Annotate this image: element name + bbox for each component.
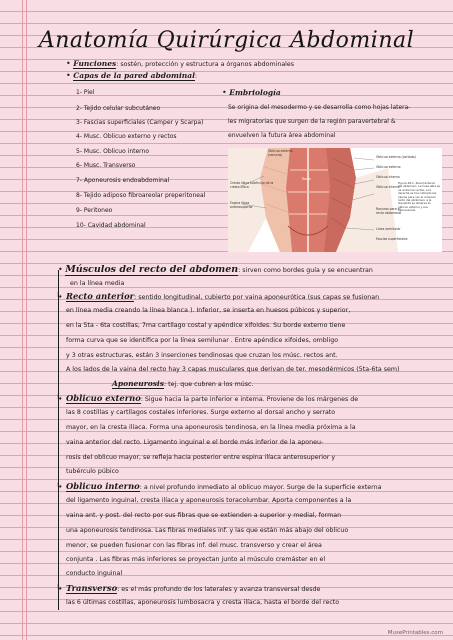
figure-label: Oblicuo interno bbox=[376, 185, 400, 189]
oblicuo-externo-label: Oblicuo externo bbox=[66, 393, 141, 403]
oblicuo-interno-line: conjunta . Las fibras más inferiores se proyectan junto al músculo cremáster en el bbox=[66, 556, 326, 563]
embriologia-line: Se origina del mesodermo y se desarrolla como hojas latera- bbox=[228, 104, 411, 111]
funciones-label: Funciones bbox=[73, 59, 117, 68]
oblicuo-externo-line bbox=[66, 394, 358, 404]
transverso-label: Transverso bbox=[66, 583, 118, 593]
aponeurosis-line bbox=[112, 380, 253, 389]
layer-item: 2- Tejido celular subcutáneo bbox=[76, 105, 161, 112]
figure-label: Ranuras para el bbox=[376, 207, 401, 211]
musculos-heading-rest2: en la línea media bbox=[70, 280, 125, 287]
oblicuo-interno-text: : a nivel profundo inmediato al oblicuo mayor. Surge de la superficie externa bbox=[139, 484, 382, 491]
recto-line: en la 5ta - 6ta costillas, 7ma cartílago costal y apéndice xifoides. Su borde externo tiene bbox=[66, 322, 346, 329]
oblicuo-externo-text: : Sigue hacia la parte inferior e interna. Proviene de los márgenes de bbox=[140, 396, 359, 403]
arrow-icon: ↳ bbox=[56, 481, 63, 490]
oblicuo-interno-line: conducto inguinal bbox=[66, 570, 123, 577]
capas-line bbox=[66, 72, 197, 81]
aponeurosis-label: Aponeurosis bbox=[112, 379, 164, 388]
figure-label: Línea semilunar bbox=[376, 227, 401, 231]
layer-item: 5- Musc. Oblicuo interno bbox=[76, 148, 150, 155]
figure-label: Cresta ilíaca tubérculo de la bbox=[230, 181, 274, 185]
figure-label: Espina ilíaca bbox=[230, 201, 250, 205]
aponeurosis-text: : tej. que cubren a los músc. bbox=[164, 381, 254, 388]
embriologia-line: les migratorias que surgen de la región paravertebral & bbox=[228, 118, 396, 125]
funciones-text: : sostén, protección y estructura a órganos abdominales bbox=[116, 61, 295, 68]
figure-label: recto abdominal bbox=[376, 211, 402, 215]
recto-line bbox=[66, 292, 379, 302]
figure-label: Recto bbox=[302, 177, 311, 181]
figure-label: anterosuperior bbox=[230, 205, 253, 209]
figure-label: Oblicuo interno bbox=[376, 175, 400, 179]
oblicuo-interno-line bbox=[66, 482, 382, 492]
oblicuo-interno-line: menor, se pueden fusionar con las fibras inf. del musc. transverso y crear el área bbox=[66, 542, 322, 549]
figure-label: Oblicuo externo bbox=[268, 149, 293, 153]
recto-line: en línea media creando la línea blanca ). Inferior, se inserta en huesos púbicos y superior, bbox=[66, 307, 351, 314]
layer-item: 10- Cavidad abdominal bbox=[76, 222, 146, 229]
transverso-line: las 6 últimas costillas, aponeurosis lumbosacra y cresta ilíaca, hasta el borde del recto bbox=[66, 599, 340, 606]
oblicuo-externo-line: las 8 costillas y cartílagos costales inferiores. Surge externo al dorsal ancho y serrato bbox=[66, 409, 336, 416]
oblicuo-interno-line: del ligamento inguinal, cresta ilíaca y aponeurosis toracolumbar. Aporta componentes a la bbox=[66, 497, 352, 504]
layer-item: 8- Tejido adiposo fibroareolar preperitoneal bbox=[76, 192, 206, 199]
oblicuo-externo-line: vaina anterior del recto. Ligamento inguinal e el borde más inferior de la aponeu- bbox=[66, 439, 324, 446]
capas-suffix: : bbox=[194, 73, 198, 80]
arrow-icon: ↳ bbox=[56, 583, 63, 592]
recto-line: y 3 otras estructuras, están 3 inserciones tendinosas que cruzan los músc. rectos ant. bbox=[66, 352, 338, 359]
layer-item: 7- Aponeurosis endoabdominal bbox=[76, 177, 170, 184]
figure-caption: Figura 28-1. Pared anterior del abdomen. La línea alba se ve entre los rectos; a la derecha se han retirado las vainas para ver el músculo recto del abdomen; a la izquierda se observa el oblicuo externo y sus aponeurosis. bbox=[398, 181, 440, 213]
layer-item: 6- Musc. Transverso bbox=[76, 162, 136, 169]
figure-label: Oblicuo externo (cortado) bbox=[376, 155, 416, 159]
figure-label: Fascias superficiales bbox=[376, 237, 408, 241]
transverso-line bbox=[66, 584, 320, 594]
abdominal-wall-figure bbox=[228, 148, 442, 252]
embriologia-heading bbox=[222, 89, 281, 98]
embriologia-line: envuelven la futura área abdominal bbox=[228, 132, 336, 139]
musculos-heading-line bbox=[58, 266, 373, 275]
figure-label: Oblicuo externo bbox=[376, 165, 401, 169]
oblicuo-externo-line: tubérculo púbico bbox=[66, 468, 119, 475]
transverso-text: : es el más profundo de los laterales y avanza transversal desde bbox=[117, 586, 321, 593]
arrow-icon: ↳ bbox=[56, 291, 63, 300]
musculos-heading-rest: : sirven como bordes guía y se encuentran bbox=[238, 267, 373, 274]
musculos-heading: Músculos del recto del abdomen bbox=[65, 264, 239, 275]
oblicuo-externo-line: rosis del oblicuo mayor, se refleja hacia posterior entre espina ilíaca anterosuperior y bbox=[66, 454, 336, 461]
oblicuo-externo-line: mayor, en la cresta ilíaca. Forma una aponeurosis tendinosa, en la línea media próxima a la bbox=[66, 424, 356, 431]
arrow-icon: ↳ bbox=[56, 393, 63, 402]
layer-item: 9- Peritoneo bbox=[76, 207, 113, 214]
recto-line: forma curva que se identifica por la línea semilunar . Entre apéndice xifoides, ombligo bbox=[66, 337, 339, 344]
oblicuo-interno-line: una aponeurosis tendinosa. Las fibras mediales inf. y las que están más abajo del oblicuo bbox=[66, 527, 349, 534]
recto-line: A los lados de la vaina del recto hay 3 capas musculares que derivan de ter. mesodérmicos (5ta-6ta sem) bbox=[66, 366, 400, 373]
oblicuo-interno-label: Oblicuo interno bbox=[66, 481, 140, 491]
footer-watermark: MusePrintables.com bbox=[387, 630, 443, 636]
layer-item: 3- Fascias superficiales (Camper y Scarpa) bbox=[76, 119, 204, 126]
capas-label: Capas de la pared abdominal bbox=[73, 71, 195, 80]
layer-item: 4- Musc. Oblicuo externo y rectos bbox=[76, 133, 177, 140]
recto-text: : sentido longitudinal, cubierto por vaina aponeurótica (sus capas se fusionan bbox=[134, 294, 380, 301]
layer-item: 1- Piel bbox=[76, 89, 95, 96]
page-title: Anatomía Quirúrgica Abdominal bbox=[38, 28, 415, 53]
oblicuo-interno-line: vaina ant. y post. del recto por sus fibras que se extienden a superior y medial, forman bbox=[66, 512, 342, 519]
recto-label: Recto anterior bbox=[66, 291, 135, 301]
funciones-line bbox=[66, 60, 294, 69]
figure-label: cresta ilíaca bbox=[230, 185, 249, 189]
section-bracket bbox=[58, 270, 59, 610]
embriologia-label: Embriología bbox=[229, 88, 281, 97]
figure-label: (ranuras) bbox=[268, 153, 283, 157]
